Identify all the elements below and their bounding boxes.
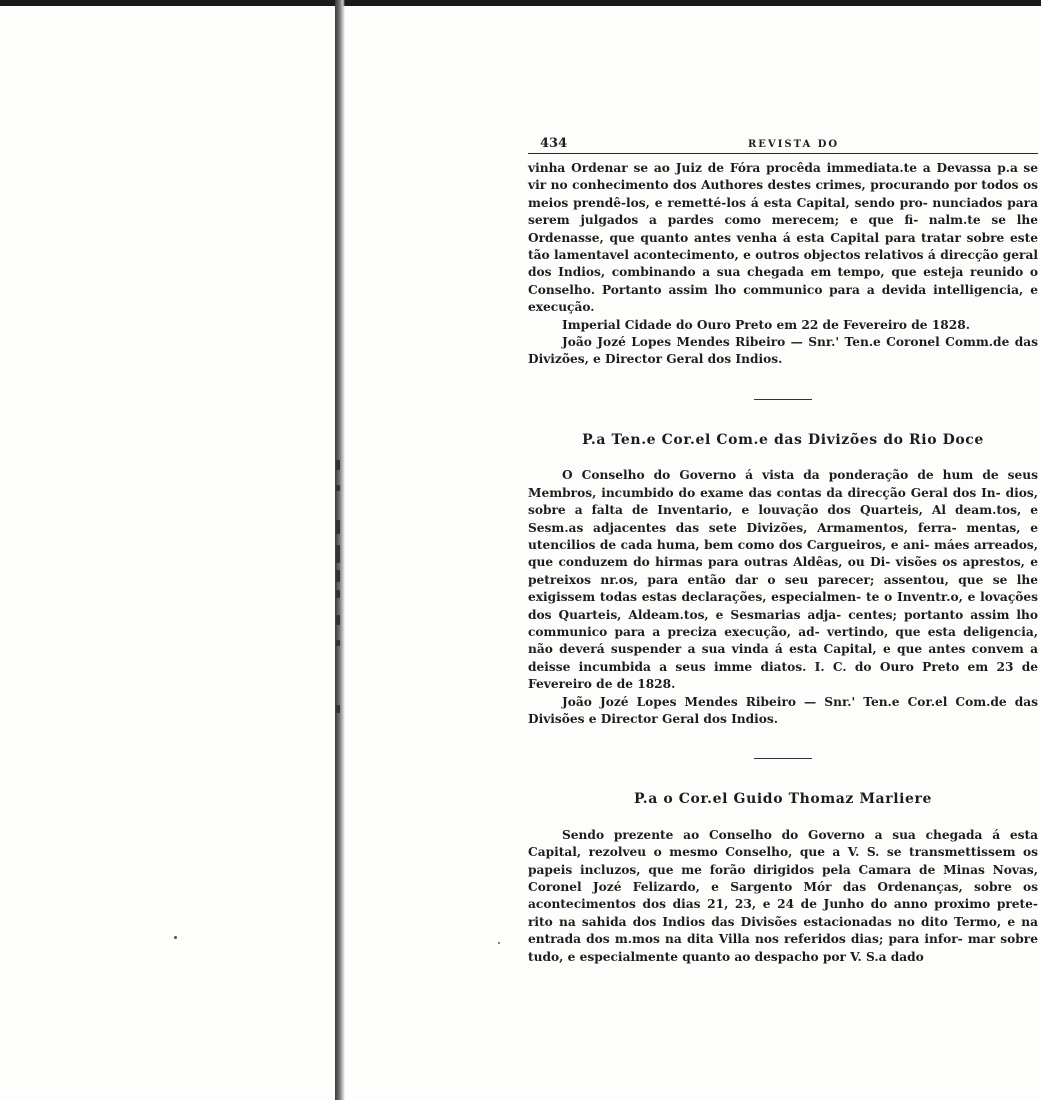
letter-3	[528, 791, 1038, 966]
letter-2-signature	[528, 694, 1038, 729]
gutter-specks	[330, 440, 350, 760]
section-separator	[754, 758, 812, 759]
body-line: te o Inventr.o, e lovações dos Quarteis, Aldeam.tos, e Sesmarias adja-	[528, 590, 1038, 622]
body-line: se vir no conhecimento dos Authores destes crimes, procurando por	[528, 161, 1039, 193]
letter-1-signature	[528, 334, 1038, 369]
body-line: mentas, e utencilios de cada huma, bem como dos Cargueiros, e ani-	[528, 520, 1038, 552]
body-line: tratar sobre este tão lamentavel acontecimento, e outros objectos	[528, 230, 1038, 263]
body-line: relativos á direcção geral dos Indios, combinando a sua chegada em	[528, 248, 1039, 280]
body-line: centes; portanto assim lho communico para a preciza execução, ad-	[528, 607, 1038, 639]
signature-line: Divisões e Director Geral dos Indios.	[528, 711, 779, 726]
body-line: Capital, rezolveu o mesmo Conselho, que a V. S. se transmettissem os	[528, 845, 1038, 860]
body-line: diatos. I. C. do Ouro Preto em 23 de Fevereiro de de 1828.	[528, 659, 1038, 692]
top-border-rule	[0, 0, 1041, 6]
letter-2-heading: P.a Ten.e Cor.el Com.e das Divizões do Rio Doce	[582, 431, 984, 448]
body-line: e na entrada dos m.mos na dita Villa nos referidos dias; para infor-	[528, 914, 1038, 947]
body-line: todos os meios prendê-los, e remetté-los á esta Capital, sendo pro-	[528, 178, 1039, 210]
body-line: Sendo prezente ao Conselho do Governo a sua chegada á esta	[562, 827, 1038, 842]
body-line: mar sobre tudo, e especialmente quanto ao despacho por V. S.a dado	[528, 932, 1038, 964]
body-line: assentou, que se lhe exigissem todas estas declarações, especialmen-	[528, 572, 1039, 605]
letter-1	[528, 160, 1038, 369]
body-line: Membros, incumbido do exame das contas da direcção Geral dos In-	[528, 485, 1001, 500]
running-head-title: REVISTA DO	[748, 139, 840, 150]
scan-speck	[498, 942, 500, 944]
letter-3-heading: P.a o Cor.el Guido Thomaz Marliere	[633, 791, 933, 808]
body-line: máes arreados, que conduzem do hirmas para outras Aldêas, ou Di-	[528, 537, 1039, 570]
letter-1-body	[528, 160, 1038, 317]
signature-line: João Jozé Lopes Mendes Ribeiro — Snr.' Ten.e Cor.el Com.de das	[562, 694, 1038, 709]
body-line: tempo, que esteja reunido o Conselho. Portanto assim lho communico	[528, 265, 1038, 297]
body-line: rito na sahida dos Indios das Divisões estacionadas no dito Termo,	[528, 914, 1002, 929]
page-number: 434	[540, 136, 568, 151]
letter-2-body	[528, 467, 1038, 693]
body-line: deam.tos, e Sesm.as adjacentes das sete Divizões, Armamentos, ferra-	[528, 503, 1038, 535]
body-line: O Conselho do Governo á vista da ponderação de hum de seus	[562, 468, 1038, 483]
body-line: esta Capital, e que antes convem a deisse incumbida a seus imme	[528, 642, 1038, 674]
body-line: Coronel Jozé Felizardo, e Sargento Mór das Ordenanças, sobre os	[528, 880, 1038, 894]
body-line: vinha Ordenar se ao Juiz de Fóra procêda immediata.te a Devassa p.a	[528, 161, 1018, 175]
body-line: dios, sobre a falta de Inventario, e louvação dos Quarteis, Al	[528, 485, 1038, 518]
body-line: vertindo, que esta deligencia, não deverá suspender a sua vinda á	[528, 624, 1038, 657]
body-line: nunciados para serem julgados a pardes como merecem; e que fi-	[528, 195, 1038, 228]
body-line: acontecimentos dos dias 21, 23, e 24 de Junho do anno proximo prete-	[528, 897, 1038, 912]
running-head	[528, 135, 1038, 154]
body-line: papeis incluzos, que me forão dirigidos pela Camara de Minas Novas,	[528, 862, 1038, 877]
scan-speck	[174, 936, 177, 939]
section-separator	[754, 399, 812, 400]
letter-3-body	[528, 827, 1038, 966]
signature-line: João Jozé Lopes Mendes Ribeiro — Snr.' Ten.e Coronel Comm.de	[562, 335, 1010, 350]
body-line: nalm.te se lhe Ordenasse, que quanto antes venha á esta Capital para	[528, 213, 1039, 245]
body-line: visões os aprestos, e petreixos nr.os, para então dar o seu parecer;	[528, 555, 1038, 587]
text-column	[528, 135, 1038, 966]
body-line: para a devida intelligencia, e execução.	[528, 282, 1039, 315]
signature-line: das Divizões, e Director Geral dos Indios.	[528, 335, 1038, 367]
letter-1-place-date: Imperial Cidade do Ouro Preto em 22 de Fevereiro de 1828.	[562, 317, 970, 332]
letter-2	[528, 432, 1038, 729]
